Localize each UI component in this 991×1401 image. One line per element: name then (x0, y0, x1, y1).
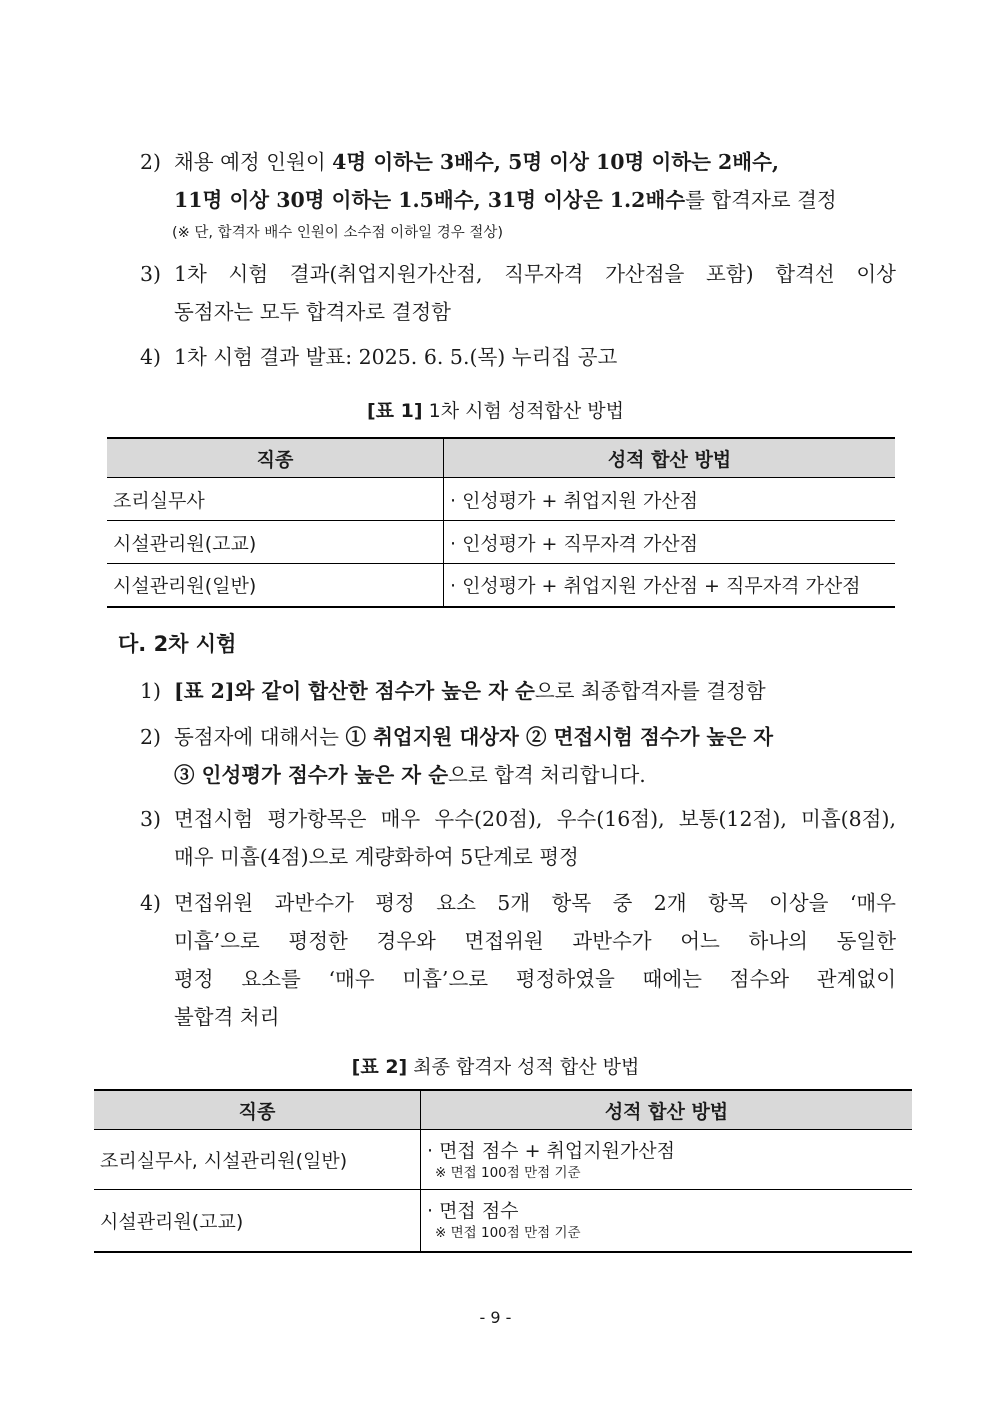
item-text-bold: [표 2]와 같이 합산한 점수가 높은 자 순 (174, 679, 535, 703)
header-job: 직종 (107, 438, 444, 478)
table-row (94, 1190, 912, 1252)
table1-caption (0, 396, 991, 423)
table-header-row (107, 438, 895, 478)
item-number: 3) (140, 807, 162, 831)
table-row (107, 564, 895, 607)
item-number: 1) (140, 679, 162, 703)
item-number: 2) (140, 150, 162, 174)
table-row (107, 521, 895, 564)
table-header-row (94, 1090, 912, 1130)
caption-label: [표 2] (351, 1056, 408, 1078)
caption-text: 최종 합격자 성적 합산 방법 (407, 1056, 640, 1078)
section-title: 다. 2차 시험 (118, 632, 237, 656)
cell-job: 조리실무사 (107, 478, 444, 521)
page-number: - 9 - (479, 1308, 512, 1327)
item-result-announcement (140, 338, 900, 376)
item-text: 매우 미흡(4점)으로 계량화하여 5단계로 평정 (174, 845, 579, 869)
item-text: 1차 시험 결과 발표: 2025. 6. 5.(목) 누리집 공고 (174, 345, 618, 369)
item-text: 평정 요소를 ‘매우 미흡’으로 평정하였을 때에는 점수와 관계없이 (174, 967, 896, 991)
item-text-bold: ① 취업지원 대상자 ② 면접시험 점수가 높은 자 (345, 725, 774, 749)
item-number: 3) (140, 262, 162, 286)
table1 (107, 437, 895, 608)
method-note: ※ 면접 100점 만점 기준 (435, 1164, 581, 1181)
item-text: 불합격 처리 (174, 1005, 280, 1029)
cell-job: 시설관리원(일반) (107, 564, 444, 607)
item-text-bold: ③ 인성평가 점수가 높은 자 순 (174, 763, 449, 787)
item-text-bold: 4명 이하는 3배수, 5명 이상 10명 이하는 2배수, (332, 150, 780, 174)
header-method: 성적 합산 방법 (421, 1090, 913, 1130)
item-text: 면접위원 과반수가 평정 요소 5개 항목 중 2개 항목 이상을 ‘매우 (174, 891, 896, 915)
item-hire-multiplier (140, 143, 900, 223)
table2-caption (0, 1052, 991, 1079)
cell-job: 시설관리원(고교) (94, 1190, 421, 1252)
item-text: 미흡’으로 평정한 경우와 면접위원 과반수가 어느 하나의 동일한 (174, 929, 896, 953)
item-text: 으로 최종합격자를 결정함 (534, 679, 766, 703)
cell-method (421, 1130, 913, 1190)
item-text: 동점자에 대해서는 (174, 725, 346, 749)
method-text: · 면접 점수 + 취업지원가산점 (427, 1139, 676, 1162)
method-text: · 면접 점수 (427, 1200, 519, 1223)
item-tiebreak-order (140, 718, 900, 798)
cell-method (421, 1190, 913, 1252)
table-row (107, 478, 895, 521)
item-text: 를 합격자로 결정 (685, 188, 837, 212)
cell-job: 조리실무사, 시설관리원(일반) (94, 1130, 421, 1190)
item-disqualification (140, 884, 900, 1036)
caption-text: 1차 시험 성적합산 방법 (422, 400, 624, 422)
cell-method: · 인성평가 + 취업지원 가산점 (444, 478, 896, 521)
method-note: ※ 면접 100점 만점 기준 (435, 1225, 581, 1242)
cell-method: · 인성평가 + 직무자격 가산점 (444, 521, 896, 564)
cell-job: 시설관리원(고교) (107, 521, 444, 564)
item-text: 채용 예정 인원이 (174, 150, 333, 174)
table-row (94, 1130, 912, 1190)
header-job: 직종 (94, 1090, 421, 1130)
header-method: 성적 합산 방법 (444, 438, 896, 478)
item-tie-rule (140, 255, 900, 331)
caption-label: [표 1] (367, 400, 423, 422)
item-interview-scale (140, 800, 900, 876)
item-text: 1차 시험 결과(취업지원가산점, 직무자격 가산점을 포함) 합격선 이상 (174, 262, 896, 286)
rounding-note: (※ 단, 합격자 배수 인원이 소수점 이하일 경우 절상) (172, 225, 504, 241)
item-number: 2) (140, 725, 162, 749)
item-text: 으로 합격 처리합니다. (448, 763, 646, 787)
table2 (94, 1089, 912, 1253)
item-final-selection (140, 672, 900, 710)
cell-method: · 인성평가 + 취업지원 가산점 + 직무자격 가산점 (444, 564, 896, 607)
item-text: 동점자는 모두 합격자로 결정함 (174, 300, 451, 324)
item-number: 4) (140, 345, 162, 369)
item-text: 면접시험 평가항목은 매우 우수(20점), 우수(16점), 보통(12점), 미흡(8점), (174, 807, 896, 831)
item-number: 4) (140, 891, 162, 915)
item-text-bold: 11명 이상 30명 이하는 1.5배수, 31명 이상은 1.2배수 (174, 188, 686, 212)
